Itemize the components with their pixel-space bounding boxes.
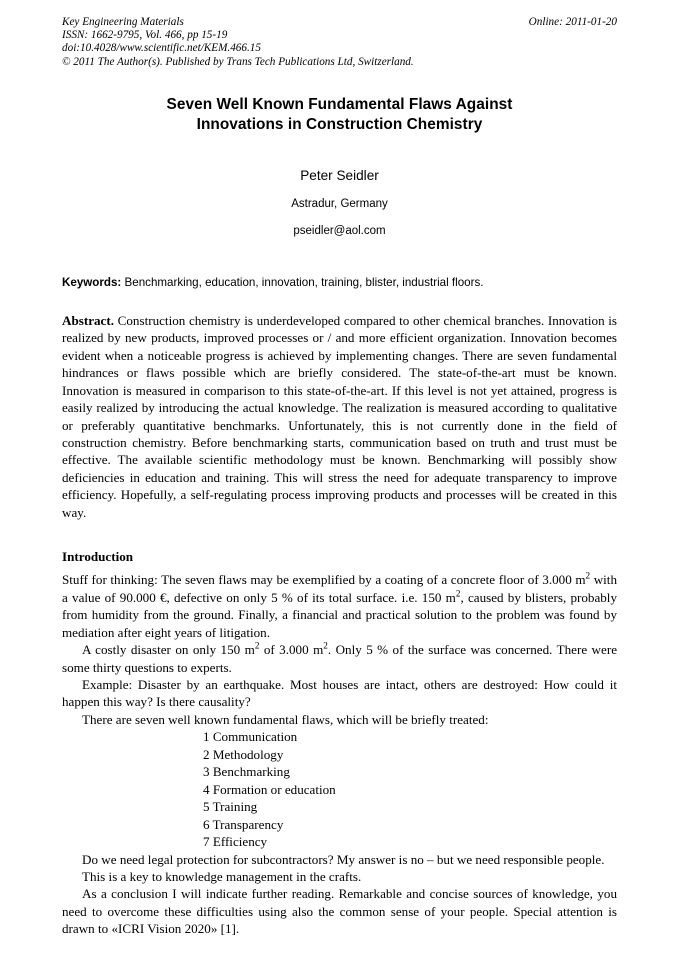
- journal-name: Key Engineering Materials: [62, 16, 184, 28]
- online-date: Online: 2011-01-20: [528, 16, 617, 28]
- abstract-block: [62, 312, 617, 521]
- list-item: 1 Communication: [203, 729, 298, 745]
- author-block: [62, 167, 617, 239]
- journal-issn: ISSN: 1662-9795, Vol. 466, pp 15-19: [62, 29, 228, 42]
- list-item: 5 Training: [203, 799, 258, 815]
- keywords-value: Benchmarking, education, innovation, training, blister, industrial floors.: [124, 275, 484, 289]
- list-item: 7 Efficiency: [203, 834, 268, 850]
- abstract-text: Construction chemistry is underdeveloped compared to other chemical branches. Innovation is realized by new products, improved processes or / and more efficient organization. Innovation becomes evident when a noticeable progress is achieved by implementing changes. There are seven fundamental hindrances or flaws possible which are briefly considered. The state-of-the-art must be known. Innovation is measured in comparison to this state-of-the-art. If this level is not yet attained, progress is easily realized by introducing the actual knowledge. The realization is measured according to qualitative or preferably quantitative benchmarks. Unfortunately, this is not currently done in the field of construction chemistry. Before benchmarking starts, communication based on truth and trust must be effective. The available scientific methodology must be known. Benchmarking will possibly show deficiencies in education and training. This will stress the need for adequate transparency to improve efficiency. Hopefully, a self-regulating process improving products and processes will be created in this way.: [62, 312, 617, 520]
- intro-paragraph-4: There are seven well known fundamental flaws, which will be briefly treated:: [82, 711, 489, 727]
- abstract-label: Abstract.: [62, 312, 114, 328]
- closing-paragraph-1: Do we need legal protection for subcontractors? My answer is no – but we need responsible people.: [82, 851, 605, 867]
- author-name: Peter Seidler: [300, 167, 379, 183]
- paper-title-line-1: Seven Well Known Fundamental Flaws Against: [166, 95, 513, 113]
- list-item: 6 Transparency: [203, 816, 284, 832]
- journal-header: [62, 16, 617, 69]
- intro-paragraph-3: Example: Disaster by an earthquake. Most houses are intact, others are destroyed: How could it happen this way? Is there causality?: [62, 676, 617, 710]
- author-affiliation: Astradur, Germany: [291, 197, 388, 210]
- journal-doi: doi:10.4028/www.scientific.net/KEM.466.15: [62, 42, 261, 55]
- intro-paragraph-2: A costly disaster on only 150 $m^2$ of 3.000 $m^2$. Only 5 % of the surface was concerned. There were some thirty questions to experts.: [62, 640, 618, 675]
- introduction-heading: Introduction: [62, 549, 134, 565]
- closing-paragraph-3: As a conclusion I will indicate further reading. Remarkable and concise sources of knowledge, you need to overcome these difficulties using also the common sense of your people. Special attention is drawn to «ICRI Vision 2020» [1].: [62, 886, 617, 937]
- keywords-label: Keywords:: [62, 275, 122, 289]
- author-email: pseidler@aol.com: [293, 224, 386, 237]
- keywords-line: [62, 275, 617, 290]
- journal-copyright: © 2011 The Author(s). Published by Trans Tech Publications Ltd, Switzerland.: [62, 55, 414, 68]
- list-item: 3 Benchmarking: [203, 764, 290, 780]
- list-item: 2 Methodology: [203, 746, 284, 762]
- closing-paragraph-2: This is a key to knowledge management in the crafts.: [82, 868, 362, 884]
- list-item: 4 Formation or education: [203, 781, 336, 797]
- paper-title-line-2: Innovations in Construction Chemistry: [196, 115, 483, 133]
- intro-paragraph-1: Stuff for thinking: The seven flaws may be exemplified by a coating of a concrete floor of 3.000 $m^2$ with a value of 90.000 €, defective on only 5 % of its total surface. i.e. 150 $m^2$, caused by blisters, probably from humidity from the ground. Finally, a financial and practical solution to the problem was found by mediation after eight years of litigation.: [62, 570, 617, 640]
- page-content: [62, 16, 617, 938]
- flaw-list: [62, 728, 617, 850]
- page-title: [105, 95, 575, 135]
